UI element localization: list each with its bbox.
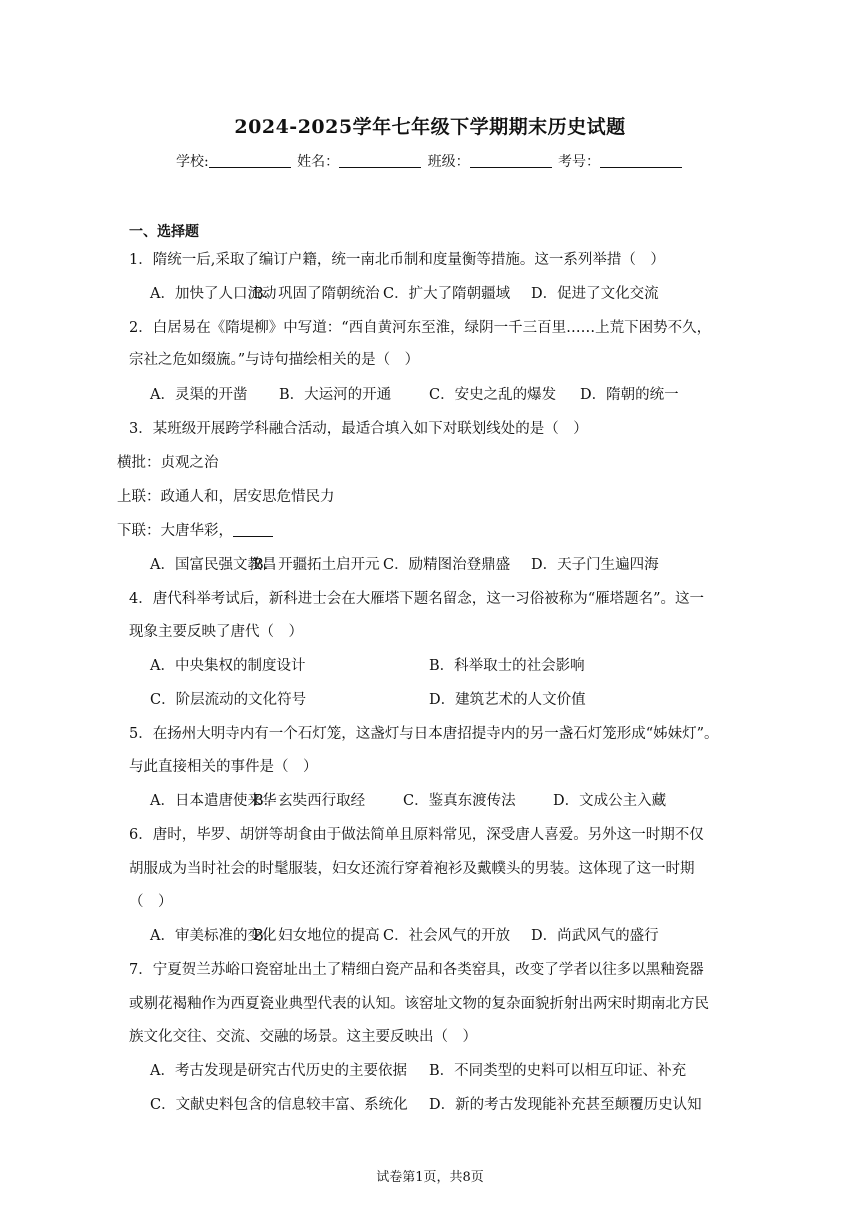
- question-3-hengpi: 横批：贞观之治: [117, 455, 219, 471]
- question-1-options: [150, 282, 659, 303]
- option-a[interactable]: A．考古发现是研究古代历史的主要依据: [150, 1063, 407, 1079]
- question-4-option-row-1: [150, 654, 585, 675]
- question-4-stem-cont: 现象主要反映了唐代（ ）: [129, 624, 303, 640]
- option-d[interactable]: D．建筑艺术的人文价值: [429, 692, 586, 708]
- name-label: 姓名：: [297, 154, 340, 170]
- question-2-stem-cont: 宗社之危如缀旒。”与诗句描绘相关的是（ ）: [129, 352, 420, 368]
- option-b[interactable]: B．开疆拓土启开元: [253, 557, 380, 573]
- school-label: 学校:: [175, 154, 209, 170]
- question-7-stem: 7．宁夏贺兰苏峪口瓷窑址出土了精细白瓷产品和各类窑具，改变了学者以往多以黑釉瓷器: [129, 962, 704, 978]
- question-3-stem: 3．某班级开展跨学科融合活动，最适合填入如下对联划线处的是（ ）: [129, 421, 588, 437]
- question-6-options: [150, 924, 659, 945]
- question-7-option-row-2: [150, 1093, 702, 1114]
- question-6-stem: 6．唐时，毕罗、胡饼等胡食由于做法简单且原料常见，深受唐人喜爱。另外这一时期不仅: [129, 827, 704, 843]
- option-c[interactable]: C．阶层流动的文化符号: [150, 692, 307, 708]
- exam-no-blank[interactable]: [600, 153, 682, 168]
- option-a[interactable]: A．中央集权的制度设计: [150, 658, 306, 674]
- question-7-option-row-1: [150, 1059, 686, 1080]
- page-footer: 试卷第1页，共8页: [376, 1170, 484, 1185]
- question-4-option-row-2: [150, 688, 586, 709]
- fill-blank[interactable]: [233, 523, 273, 537]
- exam-title: 2024-2025学年七年级下学期期末历史试题: [234, 116, 626, 138]
- option-c[interactable]: C．社会风气的开放: [383, 928, 511, 944]
- option-b[interactable]: B．科举取士的社会影响: [429, 658, 585, 674]
- option-a[interactable]: A．审美标准的变化: [150, 928, 277, 944]
- question-1-stem: 1．隋统一后,采取了编订户籍，统一南北币制和度量衡等措施。这一系列举措（ ）: [129, 252, 665, 268]
- option-c[interactable]: C．励精图治登鼎盛: [383, 557, 511, 573]
- class-label: 班级：: [427, 154, 470, 170]
- class-blank[interactable]: [470, 153, 552, 168]
- xialian-text: 下联：大唐华彩，: [117, 523, 233, 539]
- school-blank[interactable]: [209, 153, 291, 168]
- question-5-stem-cont: 与此直接相关的事件是（ ）: [129, 759, 318, 775]
- option-b[interactable]: B．巩固了隋朝统治: [253, 286, 380, 302]
- option-b[interactable]: B．妇女地位的提高: [253, 928, 380, 944]
- option-b[interactable]: B．不同类型的史料可以相互印证、补充: [429, 1063, 687, 1079]
- question-3-xialian: [117, 519, 273, 540]
- option-a[interactable]: A．加快了人口流动: [150, 286, 277, 302]
- option-d[interactable]: D．尚武风气的盛行: [531, 928, 659, 944]
- question-7-stem-cont: 或剔花褐釉作为西夏瓷业典型代表的认知。该窑址文物的复杂面貌折射出两宋时期南北方民: [129, 996, 709, 1012]
- question-5-stem: 5．在扬州大明寺内有一个石灯笼，这盏灯与日本唐招提寺内的另一盏石灯笼形成“姊妹灯”。: [129, 726, 719, 742]
- student-info-line: [0, 151, 860, 171]
- option-c[interactable]: C．鉴真东渡传法: [403, 793, 516, 809]
- question-2-options: [150, 383, 679, 404]
- section-heading: 一、选择题: [129, 224, 199, 240]
- option-b[interactable]: B．大运河的开通: [279, 387, 392, 403]
- option-b[interactable]: B．玄奘西行取经: [253, 793, 366, 809]
- option-d[interactable]: D．新的考古发现能补充甚至颠覆历史认知: [429, 1097, 702, 1113]
- option-d[interactable]: D．隋朝的统一: [580, 387, 679, 403]
- option-c[interactable]: C．安史之乱的爆发: [429, 387, 557, 403]
- question-7-stem-end: 族文化交往、交流、交融的场景。这主要反映出（ ）: [129, 1029, 477, 1045]
- question-5-options: [150, 789, 666, 810]
- option-d[interactable]: D．文成公主入藏: [553, 793, 667, 809]
- exam-no-label: 考号：: [558, 154, 601, 170]
- question-3-options: [150, 553, 659, 574]
- question-4-stem: 4．唐代科举考试后，新科进士会在大雁塔下题名留念，这一习俗被称为“雁塔题名”。这一: [129, 591, 705, 607]
- name-blank[interactable]: [339, 153, 421, 168]
- option-d[interactable]: D．促进了文化交流: [531, 286, 659, 302]
- option-a[interactable]: A．国富民强文教昌: [150, 557, 277, 573]
- option-a[interactable]: A．灵渠的开凿: [150, 387, 248, 403]
- question-6-stem-end: （ ）: [129, 894, 173, 910]
- option-c[interactable]: C．扩大了隋朝疆域: [383, 286, 511, 302]
- question-2-stem: 2．白居易在《隋堤柳》中写道：“西自黄河东至淮，绿阴一千三百里……上荒下困势不久，: [129, 320, 712, 336]
- question-3-shanglian: 上联：政通人和，居安思危惜民力: [117, 489, 335, 505]
- option-c[interactable]: C．文献史料包含的信息较丰富、系统化: [150, 1097, 408, 1113]
- option-d[interactable]: D．天子门生遍四海: [531, 557, 659, 573]
- option-a[interactable]: A．日本遣唐使来华: [150, 793, 277, 809]
- question-6-stem-cont: 胡服成为当时社会的时髦服装，妇女还流行穿着袍衫及戴幞头的男装。这体现了这一时期: [129, 861, 695, 877]
